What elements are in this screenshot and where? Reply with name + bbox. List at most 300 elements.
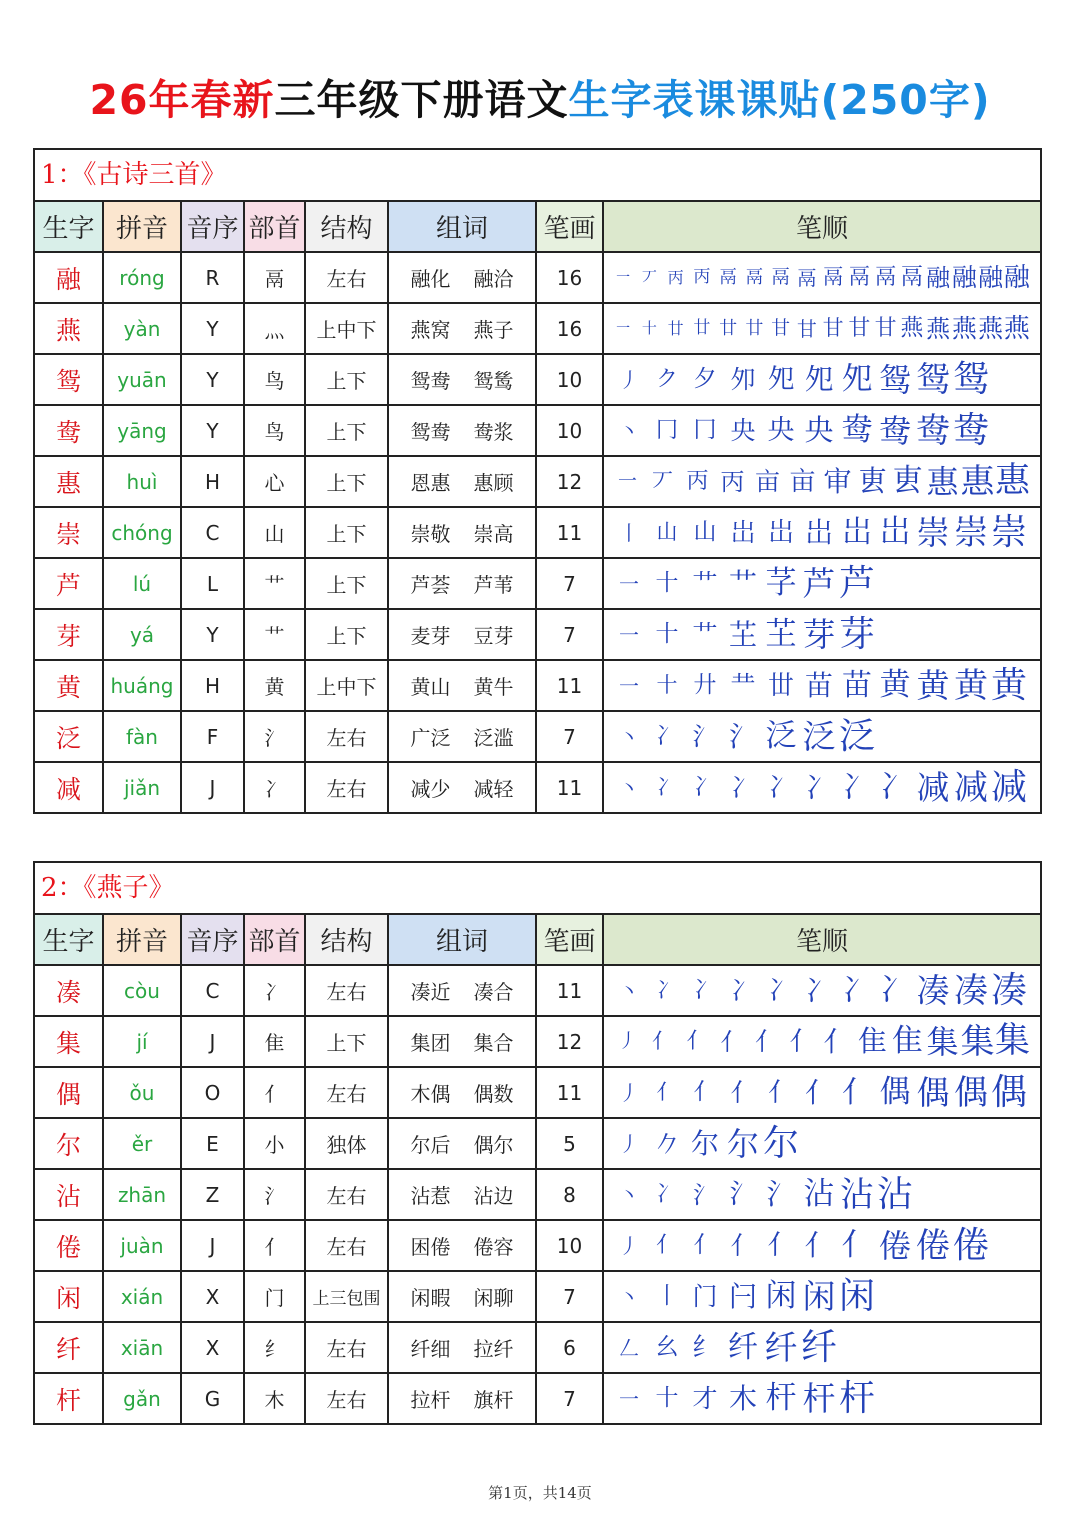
stroke-step: 廿 [719,317,738,339]
stroke-count-cell: 7 [537,712,604,761]
word: 偶数 [473,1082,514,1106]
stroke-step: ク [655,366,678,392]
stroke-sequence [610,355,990,404]
words-cell [389,1323,537,1372]
stroke-step: 融 [926,263,951,292]
words-cell [389,1221,537,1270]
stroke-count-cell: 16 [537,253,604,302]
stroke-step: 尔 [690,1126,719,1160]
stroke-step: 氵 [729,1179,757,1210]
stroke-step: 丶 [619,1182,639,1207]
char-cell: 泛 [35,712,104,761]
stroke-step: 倦 [878,1226,911,1265]
word: 鸳鸯 [410,369,451,393]
word: 倦容 [473,1235,514,1259]
words-cell [389,1374,537,1423]
index-cell: J [182,1017,245,1066]
header-words: 组词 [389,915,537,964]
stroke-step: 燕 [1003,313,1030,344]
stroke-step: 亩 [754,467,780,496]
stroke-step: 鸳 [878,360,911,399]
stroke-step: 冫 [693,977,717,1003]
stroke-step: 尔 [726,1124,759,1163]
stroke-sequence [610,304,1030,353]
char-cell: 杆 [35,1374,104,1423]
structure-cell: 左右 [306,966,389,1015]
stroke-step: 冫 [842,769,872,805]
table-row [35,1323,1040,1374]
stroke-sequence [610,1323,838,1372]
stroke-step: 亻 [656,1080,678,1104]
stroke-sequence [610,712,876,761]
index-cell: Y [182,406,245,455]
stroke-count-cell: 8 [537,1170,604,1219]
stroke-count-cell: 12 [537,457,604,506]
table-row [35,304,1040,355]
stroke-order-cell [604,559,1040,608]
structure-cell: 左右 [306,253,389,302]
stroke-step: 丶 [619,978,639,1003]
stroke-count-cell: 11 [537,1068,604,1117]
stroke-step: 偶 [990,1071,1027,1113]
word: 惠顾 [473,471,514,495]
word: 集合 [473,1031,514,1055]
stroke-step: 幺 [655,1334,679,1360]
word: 燕子 [473,318,514,342]
stroke-step: 泛 [765,718,797,754]
pinyin-cell: ǒu [104,1068,182,1117]
stroke-step: 鸯 [841,412,873,448]
stroke-step: 鬲 [745,266,764,288]
stroke-step: 芽 [802,615,836,654]
pinyin-cell: jí [104,1017,182,1066]
structure-cell: 左右 [306,712,389,761]
stroke-step: 鸯 [952,409,989,451]
pinyin-cell: zhān [104,1170,182,1219]
stroke-order-cell [604,1068,1040,1117]
pinyin-cell: ěr [104,1119,182,1168]
radical-cell: 心 [245,457,306,506]
stroke-step: 丿 [619,1131,639,1156]
stroke-step: 冫 [842,972,872,1008]
stroke-sequence [610,661,1028,710]
word: 拉杆 [410,1388,451,1412]
stroke-step: 亻 [789,1026,816,1057]
stroke-step: 木 [728,1381,757,1415]
stroke-step: 鸳 [952,358,989,400]
radical-cell: 隹 [245,1017,306,1066]
words-cell [389,304,537,353]
stroke-step: 艹 [692,620,718,649]
header-index: 音序 [182,915,245,964]
stroke-step: 倦 [952,1224,989,1266]
stroke-order-cell [604,1221,1040,1270]
table-row [35,253,1040,304]
stroke-sequence [610,966,1028,1015]
pinyin-cell: còu [104,966,182,1015]
char-cell: 融 [35,253,104,302]
pinyin-cell: yàn [104,304,182,353]
stroke-step: 亻 [767,1077,794,1108]
stroke-step: 融 [978,263,1004,292]
index-cell: F [182,712,245,761]
stroke-sequence [610,457,1030,506]
words-cell [389,508,537,557]
stroke-step: 氵 [766,1177,796,1211]
words-cell [389,1017,537,1066]
stroke-step: 审 [823,464,852,498]
stroke-step: 亻 [754,1027,780,1056]
char-cell: 集 [35,1017,104,1066]
stroke-step: 融 [951,263,977,292]
structure-cell: 左右 [306,1374,389,1423]
words-cell [389,559,537,608]
stroke-step: 冫 [655,723,679,749]
pinyin-cell: yuān [104,355,182,404]
word: 鸳鸶 [473,369,514,393]
stroke-step: 鸯 [916,410,950,451]
word: 芦苇 [473,573,514,597]
lesson-section [33,861,1042,1425]
header-radical: 部首 [245,202,306,251]
pinyin-cell: yá [104,610,182,659]
stroke-order-cell [604,1323,1040,1372]
stroke-step: 丆 [652,469,673,493]
stroke-step: 丿 [619,1233,639,1258]
word: 拉纤 [473,1337,514,1361]
stroke-step: 燕 [926,314,951,343]
header-words: 组词 [389,202,537,251]
stroke-step: 亻 [652,1029,673,1053]
stroke-order-cell [604,610,1040,659]
radical-cell: 小 [245,1119,306,1168]
stroke-sequence [610,406,990,455]
char-cell: 偶 [35,1068,104,1117]
stroke-step: 冫 [693,774,717,800]
stroke-step: 丙 [693,267,711,287]
stroke-step: 惠 [995,461,1031,501]
stroke-step: 杆 [802,1379,836,1418]
stroke-step: 十 [655,570,679,596]
pinyin-cell: xiān [104,1323,182,1372]
char-cell: 沾 [35,1170,104,1219]
stroke-step: 杆 [765,1380,797,1416]
stroke-sequence [610,763,1028,812]
stroke-count-cell: 10 [537,406,604,455]
structure-cell: 上下 [306,508,389,557]
char-cell: 惠 [35,457,104,506]
stroke-step: 鬲 [900,264,924,290]
stroke-step: 廿 [667,318,684,338]
structure-cell: 上三包围 [306,1272,389,1321]
stroke-step: 黄 [879,667,911,703]
stroke-step: 一 [619,1386,639,1411]
stroke-step: 冫 [804,973,833,1007]
stroke-count-cell: 11 [537,508,604,557]
page-title [0,70,1080,130]
word: 闲聊 [473,1286,514,1310]
header-count: 笔画 [537,202,604,251]
stroke-step: 苗 [804,668,833,702]
words-cell [389,253,537,302]
stroke-sequence [610,1221,990,1270]
stroke-step: 氵 [728,719,757,753]
structure-cell: 上下 [306,559,389,608]
stroke-step: 冫 [804,770,833,804]
stroke-step: 冫 [656,775,678,799]
structure-cell: 上下 [306,610,389,659]
stroke-count-cell: 6 [537,1323,604,1372]
stroke-step: 亻 [693,1079,717,1105]
words-cell [389,406,537,455]
char-cell: 尔 [35,1119,104,1168]
stroke-order-cell [604,763,1040,812]
words-cell [389,355,537,404]
stroke-step: 崇 [916,513,950,552]
index-cell: O [182,1068,245,1117]
stroke-step: 闩 [728,1279,757,1313]
header-pinyin: 拼音 [104,915,182,964]
stroke-step: 一 [616,320,631,337]
stroke-step: 岀 [730,518,756,547]
char-cell: 黄 [35,661,104,710]
header-count: 笔画 [537,915,604,964]
stroke-step: 沾 [840,1174,874,1215]
stroke-step: 岀 [879,514,911,550]
table-row [35,610,1040,661]
table-row [35,712,1040,763]
word: 芦荟 [410,573,451,597]
title-part-blue: 生字表课课贴(250字) [568,76,991,124]
header-order: 笔顺 [604,915,1040,964]
radical-cell: 黄 [245,661,306,710]
header-structure: 结构 [306,202,389,251]
stroke-step: 沾 [876,1173,913,1215]
table-header-row [35,202,1040,253]
stroke-step: 岀 [804,515,833,549]
stroke-step: 一 [617,470,637,492]
word: 困倦 [410,1235,451,1259]
stroke-step: 芓 [765,565,797,601]
header-order: 笔顺 [604,202,1040,251]
char-cell: 芦 [35,559,104,608]
stroke-step: 门 [692,1282,718,1311]
word: 木偶 [410,1082,451,1106]
stroke-step: 崇 [954,512,988,553]
radical-cell: 亻 [245,1221,306,1270]
radical-cell: 艹 [245,559,306,608]
table-row [35,457,1040,508]
word: 闲暇 [410,1286,451,1310]
char-cell: 倦 [35,1221,104,1270]
radical-cell: 木 [245,1374,306,1423]
stroke-step: 丙 [667,267,684,287]
stroke-step: 偶 [879,1074,911,1110]
index-cell: J [182,1221,245,1270]
stroke-step: 𠃋 [619,1335,639,1360]
lesson-title: 2：《燕子》 [35,863,1040,915]
word: 偶尔 [473,1133,514,1157]
radical-cell: 冫 [245,966,306,1015]
stroke-step: 丨 [619,520,639,545]
word: 恩惠 [410,471,451,495]
stroke-step: 冫 [767,975,794,1006]
word: 减少 [410,777,451,801]
table-row [35,1272,1040,1323]
words-cell [389,457,537,506]
stroke-step: 丗 [767,670,794,701]
stroke-step: 夗 [804,362,834,396]
stroke-step: 芽 [838,613,875,655]
stroke-step: 央 [767,415,795,446]
pinyin-cell: xián [104,1272,182,1321]
stroke-sequence [610,1170,914,1219]
stroke-step: 丶 [619,724,639,749]
stroke-step: 十 [641,319,657,337]
radical-cell: 鸟 [245,355,306,404]
pinyin-cell: jiǎn [104,763,182,812]
header-structure: 结构 [306,915,389,964]
stroke-order-cell [604,1119,1040,1168]
word: 尔后 [410,1133,451,1157]
stroke-count-cell: 7 [537,1374,604,1423]
stroke-step: 鬲 [771,266,791,288]
stroke-step: 丶 [619,1284,639,1309]
stroke-step: 丿 [619,1080,639,1105]
stroke-step: 杆 [838,1377,875,1419]
stroke-step: 偶 [916,1073,950,1112]
stroke-step: 冫 [730,976,756,1005]
stroke-sequence [610,1068,1028,1117]
lesson-section [33,148,1042,814]
words-cell [389,661,537,710]
stroke-step: 一 [619,622,639,647]
radical-cell: 灬 [245,304,306,353]
stroke-step: 冫 [655,1181,678,1207]
stroke-order-cell [604,1374,1040,1423]
word: 崇敬 [410,522,451,546]
stroke-order-cell [604,1170,1040,1219]
stroke-step: 黄 [990,664,1027,706]
structure-cell: 左右 [306,1068,389,1117]
table-row [35,508,1040,559]
stroke-step: 黄 [916,666,950,705]
stroke-order-cell [604,1272,1040,1321]
title-part-black: 三年级下册语文 [274,76,569,124]
stroke-step: 夗 [767,364,795,395]
words-cell [389,1272,537,1321]
table-row [35,406,1040,457]
word: 凑合 [473,980,514,1004]
stroke-step: 山 [693,519,717,545]
word: 麦芽 [410,624,451,648]
stroke-step: 亻 [804,1228,834,1262]
words-cell [389,1068,537,1117]
words-cell [389,1170,537,1219]
stroke-count-cell: 11 [537,763,604,812]
char-cell: 燕 [35,304,104,353]
pinyin-cell: huì [104,457,182,506]
word: 广泛 [410,726,451,750]
stroke-step: 亻 [804,1075,833,1109]
stroke-sequence [610,508,1028,557]
stroke-step: 央 [804,413,834,447]
stroke-count-cell: 16 [537,304,604,353]
stroke-step: 凑 [990,969,1027,1011]
stroke-step: 冫 [656,978,678,1002]
stroke-step: 闲 [802,1277,836,1316]
radical-cell: 艹 [245,610,306,659]
stroke-step: 一 [619,673,639,698]
stroke-order-cell [604,457,1040,506]
radical-cell: 鬲 [245,253,306,302]
stroke-sequence [610,1119,800,1168]
index-cell: X [182,1272,245,1321]
stroke-step: 一 [619,571,639,596]
structure-cell: 左右 [306,1323,389,1372]
pinyin-cell: gǎn [104,1374,182,1423]
stroke-step: 丆 [641,268,657,286]
index-cell: L [182,559,245,608]
radical-cell: 冫 [245,763,306,812]
stroke-sequence [610,253,1030,302]
structure-cell: 左右 [306,1221,389,1270]
structure-cell: 上中下 [306,304,389,353]
stroke-step: 冫 [879,972,911,1008]
stroke-step: 甘 [796,316,817,341]
radical-cell: 氵 [245,1170,306,1219]
table-row [35,355,1040,406]
stroke-step: 丙 [686,468,709,494]
stroke-count-cell: 10 [537,1221,604,1270]
stroke-count-cell: 7 [537,1272,604,1321]
pinyin-cell: huáng [104,661,182,710]
stroke-step: 沾 [803,1176,835,1212]
stroke-order-cell [604,508,1040,557]
index-cell: Y [182,610,245,659]
index-cell: X [182,1323,245,1372]
table-row [35,559,1040,610]
stroke-step: 闲 [838,1275,875,1317]
word: 减轻 [473,777,514,801]
stroke-step: 廾 [693,672,717,698]
stroke-step: 泛 [802,717,836,756]
word: 融化 [410,267,451,291]
stroke-count-cell: 11 [537,966,604,1015]
stroke-sequence [610,559,876,608]
index-cell: Y [182,304,245,353]
char-cell: 凑 [35,966,104,1015]
stroke-step: 减 [990,766,1027,808]
stroke-step: 惠 [926,462,959,501]
stroke-step: 十 [655,1385,679,1411]
header-char: 生字 [35,202,104,251]
radical-cell: 门 [245,1272,306,1321]
stroke-step: 才 [692,1384,718,1413]
stroke-count-cell: 7 [537,610,604,659]
stroke-count-cell: 10 [537,355,604,404]
stroke-step: 泛 [838,715,875,757]
stroke-order-cell [604,253,1040,302]
table-row [35,1374,1040,1423]
table-row [35,1221,1040,1272]
stroke-step: 甘 [848,315,871,341]
radical-cell: 氵 [245,712,306,761]
stroke-step: 叀 [892,463,923,499]
stroke-step: 燕 [978,314,1004,343]
stroke-step: 央 [730,416,756,445]
char-cell: 纤 [35,1323,104,1372]
